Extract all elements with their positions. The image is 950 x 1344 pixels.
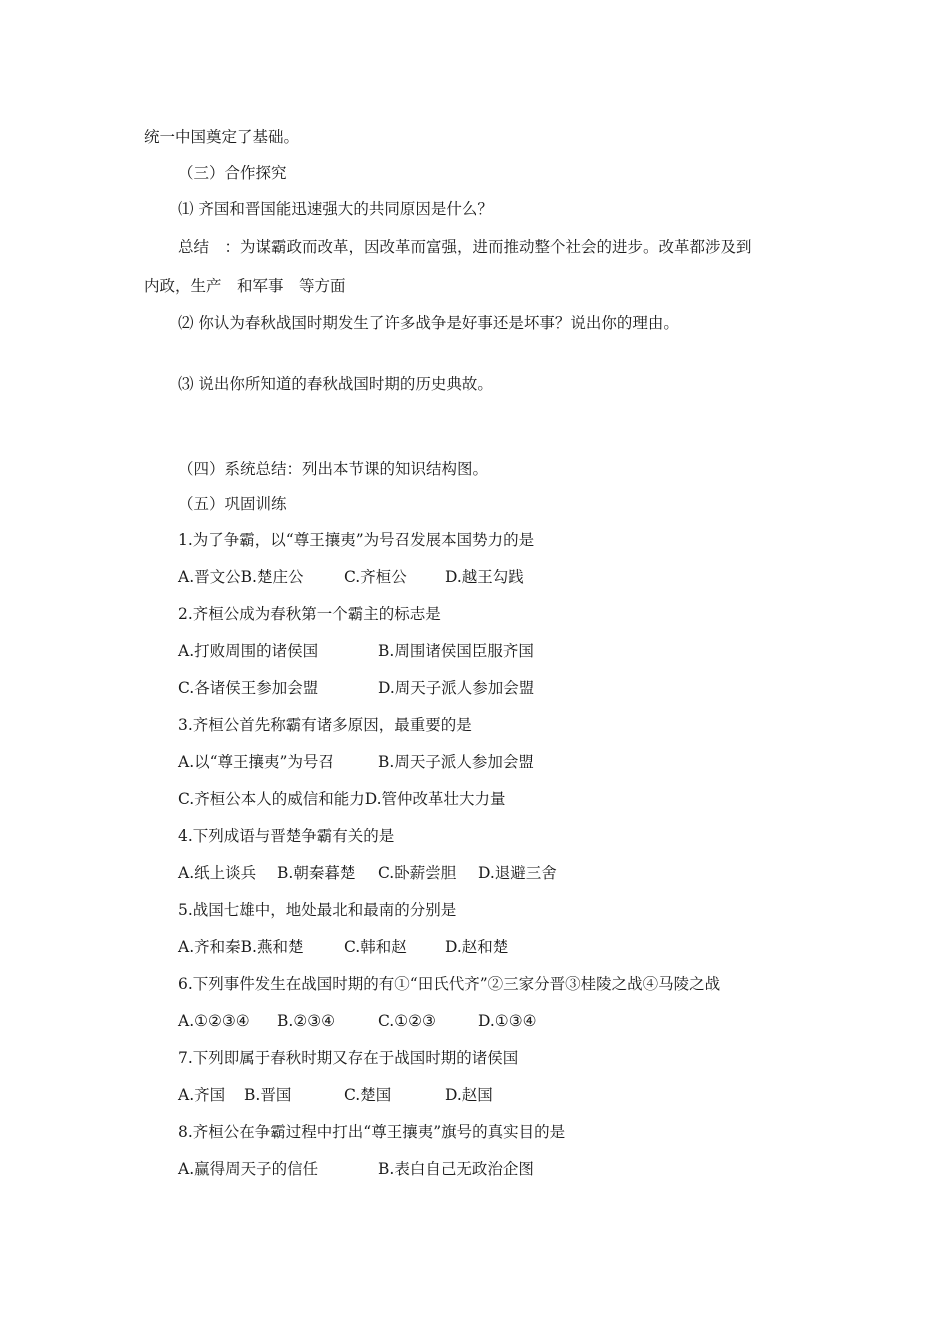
question-7-option-b: B.晋国 xyxy=(244,1086,292,1104)
question-2-stem: 2.齐桓公成为春秋第一个霸主的标志是 xyxy=(178,605,441,623)
question-4-option-b: B.朝秦暮楚 xyxy=(277,864,356,882)
question-1-stem: 1.为了争霸，以“尊王攘夷”为号召发展本国势力的是 xyxy=(178,531,535,549)
question-1-option-c: C.齐桓公 xyxy=(344,568,407,586)
section3-question-3: ⑶ 说出你所知道的春秋战国时期的历史典故。 xyxy=(178,375,493,393)
question-2-option-a: A.打败周围的诸侯国 xyxy=(178,642,319,660)
section3-question-2: ⑵ 你认为春秋战国时期发生了许多战争是好事还是坏事？说出你的理由。 xyxy=(178,314,679,332)
question-7-stem: 7.下列即属于春秋时期又存在于战国时期的诸侯国 xyxy=(178,1049,519,1067)
question-7-option-d: D.赵国 xyxy=(445,1086,493,1104)
question-5-option-c: C.韩和赵 xyxy=(344,938,407,956)
question-6-stem: 6.下列事件发生在战国时期的有①“田氏代齐”②三家分晋③桂陵之战④马陵之战 xyxy=(178,975,721,993)
question-3-option-cd: C.齐桓公本人的威信和能力D.管仲改革壮大力量 xyxy=(178,790,506,808)
question-8-option-b: B.表白自己无政治企图 xyxy=(378,1160,534,1178)
question-2-option-d: D.周天子派人参加会盟 xyxy=(378,679,535,697)
question-1-option-d: D.越王勾践 xyxy=(445,568,524,586)
question-5-option-ab: A.齐和秦B.燕和楚 xyxy=(178,938,304,956)
question-5-option-d: D.赵和楚 xyxy=(445,938,509,956)
question-8-stem: 8.齐桓公在争霸过程中打出“尊王攘夷”旗号的真实目的是 xyxy=(178,1123,566,1141)
question-3-option-b: B.周天子派人参加会盟 xyxy=(378,753,534,771)
section3-heading: （三）合作探究 xyxy=(178,164,287,182)
question-8-option-a: A.赢得周天子的信任 xyxy=(178,1160,319,1178)
section3-question-1: ⑴ 齐国和晋国能迅速强大的共同原因是什么？ xyxy=(178,200,493,218)
question-4-stem: 4.下列成语与晋楚争霸有关的是 xyxy=(178,827,395,845)
question-3-stem: 3.齐桓公首先称霸有诸多原因，最重要的是 xyxy=(178,716,472,734)
question-6-option-b: B.②③④ xyxy=(277,1012,336,1030)
intro-tail-text: 统一中国奠定了基础。 xyxy=(144,128,300,146)
question-6-option-c: C.①②③ xyxy=(378,1012,436,1030)
question-7-option-c: C.楚国 xyxy=(344,1086,392,1104)
section3-summary-line-1: 总结 ：为谋霸政而改革，因改革而富强，进而推动整个社会的进步。改革都涉及到 xyxy=(178,238,752,256)
question-1-option-ab: A.晋文公B.楚庄公 xyxy=(178,568,304,586)
question-4-option-a: A.纸上谈兵 xyxy=(178,864,257,882)
section4-heading: （四）系统总结：列出本节课的知识结构图。 xyxy=(178,460,489,478)
question-2-option-c: C.各诸侯王参加会盟 xyxy=(178,679,319,697)
question-4-option-d: D.退避三舍 xyxy=(478,864,557,882)
question-2-option-b: B.周围诸侯国臣服齐国 xyxy=(378,642,534,660)
question-6-option-a: A.①②③④ xyxy=(178,1012,250,1030)
question-5-stem: 5.战国七雄中，地处最北和最南的分别是 xyxy=(178,901,457,919)
question-4-option-c: C.卧薪尝胆 xyxy=(378,864,457,882)
question-6-option-d: D.①③④ xyxy=(478,1012,537,1030)
section5-heading: （五）巩固训练 xyxy=(178,495,287,513)
section3-summary-line-2: 内政，生产 和军事 等方面 xyxy=(144,277,346,295)
question-3-option-a: A.以“尊王攘夷”为号召 xyxy=(178,753,334,771)
question-7-option-a: A.齐国 xyxy=(178,1086,226,1104)
